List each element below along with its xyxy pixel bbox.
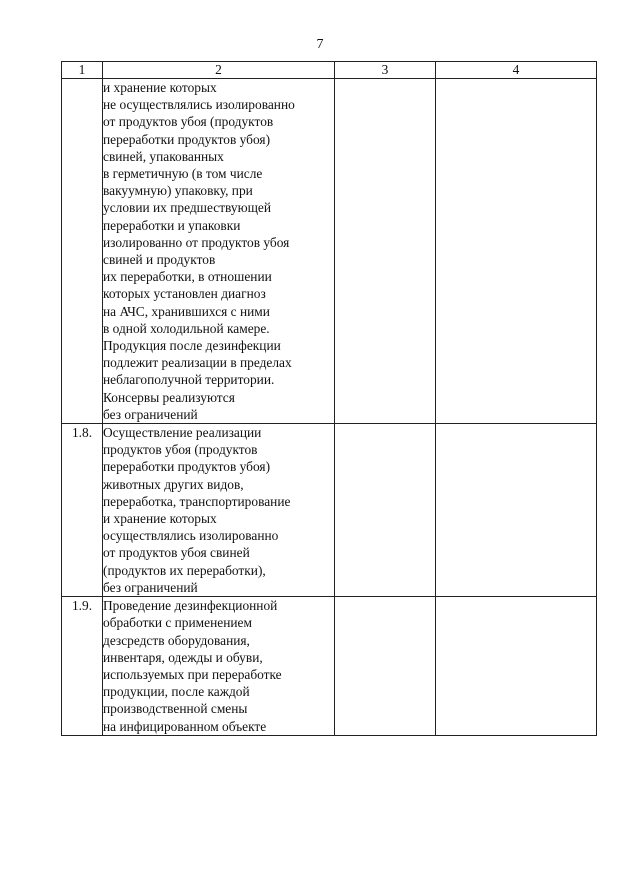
description-line: без ограничений — [103, 406, 198, 422]
table-row — [62, 597, 597, 736]
description-line: которых установлен диагноз — [103, 286, 266, 302]
description-line: продукции, после каждой — [103, 684, 250, 700]
measure-description — [103, 79, 335, 424]
description-line: обработки с применением — [103, 615, 252, 631]
column-header-4: 4 — [436, 62, 597, 79]
column-3-cell — [335, 79, 436, 424]
table-header-row — [62, 62, 597, 79]
description-line: производственной смены — [103, 701, 248, 717]
description-line: переработки продуктов убоя) — [103, 131, 271, 147]
row-number: 1.9. — [62, 597, 103, 736]
description-line: переработки и упаковки — [103, 217, 241, 233]
description-line: от продуктов убоя (продуктов — [103, 114, 274, 130]
description-line: неблагополучной территории. — [103, 372, 275, 388]
description-line: в одной холодильной камере. — [103, 320, 270, 336]
description-line: осуществлялись изолированно — [103, 528, 279, 544]
description-line: подлежит реализации в пределах — [103, 355, 292, 371]
description-line: Продукция после дезинфекции — [103, 338, 281, 354]
column-header-1: 1 — [62, 62, 103, 79]
description-line: условии их предшествующей — [103, 200, 272, 216]
description-line: и хранение которых — [103, 511, 217, 527]
measure-description — [103, 424, 335, 597]
description-line: Осуществление реализации — [103, 425, 262, 441]
column-4-cell — [436, 597, 597, 736]
description-line: используемых при переработке — [103, 666, 282, 682]
description-line: переработки продуктов убоя) — [103, 459, 271, 475]
column-3-cell — [335, 597, 436, 736]
description-line: от продуктов убоя свиней — [103, 545, 250, 561]
description-line: свиней и продуктов — [103, 252, 216, 268]
description-line: дезсредств оборудования, — [103, 632, 250, 648]
description-line: вакуумную) упаковку, при — [103, 183, 253, 199]
measures-table — [61, 61, 597, 736]
description-line: Консервы реализуются — [103, 389, 235, 405]
description-line: продуктов убоя (продуктов — [103, 442, 258, 458]
description-line: не осуществлялись изолированно — [103, 97, 295, 113]
column-3-cell — [335, 424, 436, 597]
table-row — [62, 424, 597, 597]
column-header-2: 2 — [103, 62, 335, 79]
description-line: животных других видов, — [103, 476, 244, 492]
column-4-cell — [436, 424, 597, 597]
description-line: Проведение дезинфекционной — [103, 598, 278, 614]
measure-description — [103, 597, 335, 736]
description-line: (продуктов их переработки), — [103, 562, 266, 578]
description-line: переработка, транспортирование — [103, 493, 291, 509]
table-row — [62, 79, 597, 424]
description-line: инвентаря, одежды и обуви, — [103, 649, 263, 665]
row-number: 1.8. — [62, 424, 103, 597]
description-line: на АЧС, хранившихся с ними — [103, 303, 270, 319]
description-line: на инфицированном объекте — [103, 718, 267, 734]
description-line: их переработки, в отношении — [103, 269, 272, 285]
column-4-cell — [436, 79, 597, 424]
description-line: без ограничений — [103, 579, 198, 595]
description-line: в герметичную (в том числе — [103, 166, 263, 182]
page-number: 7 — [316, 37, 324, 52]
description-line: свиней, упакованных — [103, 148, 224, 164]
table-body — [62, 79, 597, 736]
column-header-3: 3 — [335, 62, 436, 79]
row-number — [62, 79, 103, 424]
description-line: и хранение которых — [103, 80, 217, 95]
description-line: изолированно от продуктов убоя — [103, 234, 290, 250]
